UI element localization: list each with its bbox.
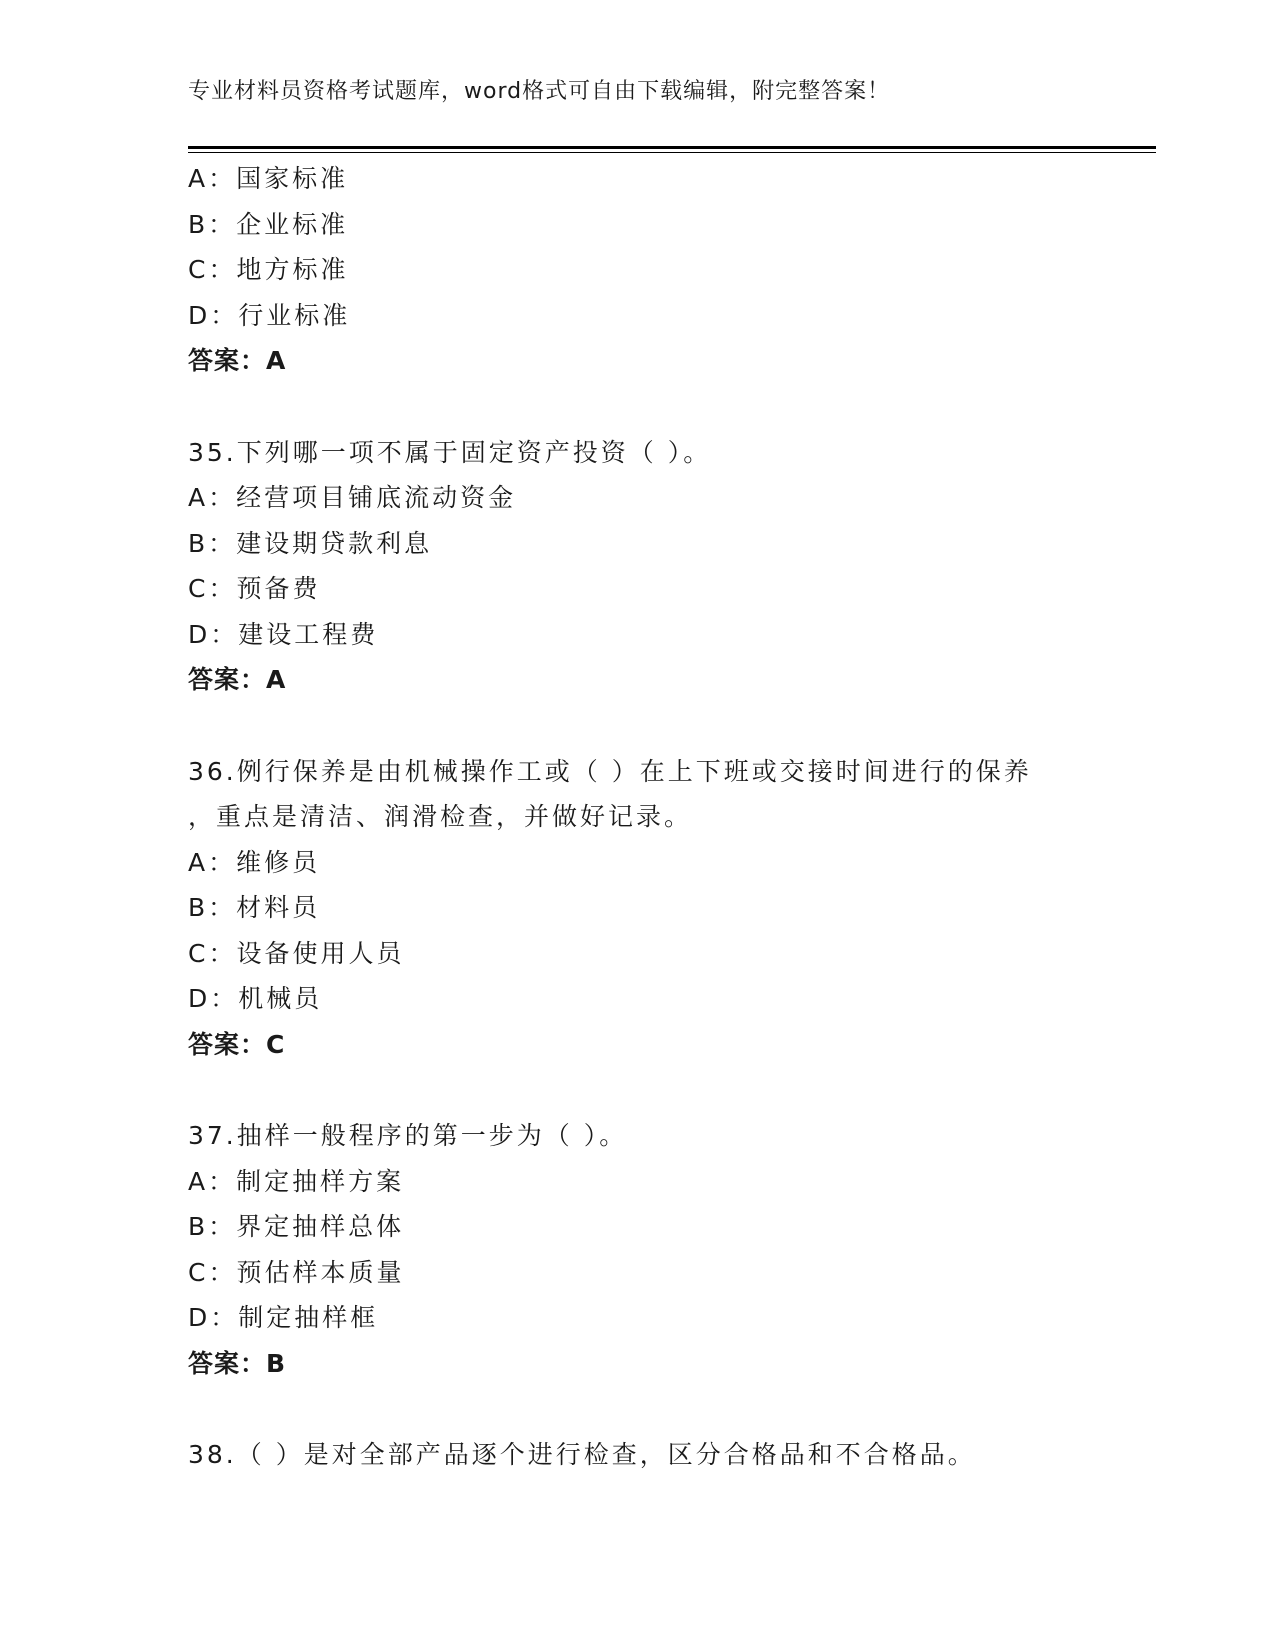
page-header: 专业材料员资格考试题库，word格式可自由下载编辑，附完整答案！	[188, 79, 891, 104]
question-text: 38.（ ）是对全部产品逐个进行检查，区分合格品和不合格品。	[188, 1440, 976, 1469]
question-list	[188, 156, 1148, 1478]
option-c: C：地方标准	[188, 255, 349, 284]
question-block-38	[188, 1432, 1148, 1478]
option-a: A：维修员	[188, 847, 321, 877]
answer: 答案：C	[188, 1029, 286, 1059]
answer: 答案：B	[188, 1348, 287, 1378]
option-d: D：行业标准	[188, 300, 351, 330]
option-c: C：预备费	[188, 574, 321, 603]
question-block-36	[188, 749, 1148, 1068]
question-text: 36.例行保养是由机械操作工或（ ）在上下班或交接时间进行的保养	[188, 756, 1032, 786]
question-text: 35.下列哪一项不属于固定资产投资（ ）。	[188, 437, 712, 467]
option-a: A：经营项目铺底流动资金	[188, 483, 517, 512]
spacer	[188, 703, 1148, 749]
option-c: C：设备使用人员	[188, 938, 405, 968]
question-text-continued: ，重点是清洁、润滑检查，并做好记录。	[188, 802, 693, 831]
option-a: A：制定抽样方案	[188, 1166, 405, 1196]
answer: 答案：A	[188, 665, 287, 694]
answer: 答案：A	[188, 346, 287, 375]
question-block-34	[188, 156, 1148, 384]
header-rule-thick	[188, 146, 1156, 149]
option-b: B：材料员	[188, 893, 321, 922]
option-d: D：制定抽样框	[188, 1303, 379, 1332]
question-block-37	[188, 1113, 1148, 1386]
option-b: B：界定抽样总体	[188, 1212, 405, 1241]
option-d: D：建设工程费	[188, 619, 379, 649]
question-text: 37.抽样一般程序的第一步为（ ）。	[188, 1121, 628, 1150]
option-a: A：国家标准	[188, 164, 349, 193]
question-block-35	[188, 430, 1148, 703]
spacer	[188, 1067, 1148, 1113]
option-b: B：企业标准	[188, 209, 349, 239]
spacer	[188, 1386, 1148, 1432]
option-b: B：建设期贷款利息	[188, 528, 433, 558]
spacer	[188, 384, 1148, 430]
header-rule-thin	[188, 152, 1156, 153]
option-c: C：预估样本质量	[188, 1257, 405, 1287]
option-d: D：机械员	[188, 984, 323, 1013]
